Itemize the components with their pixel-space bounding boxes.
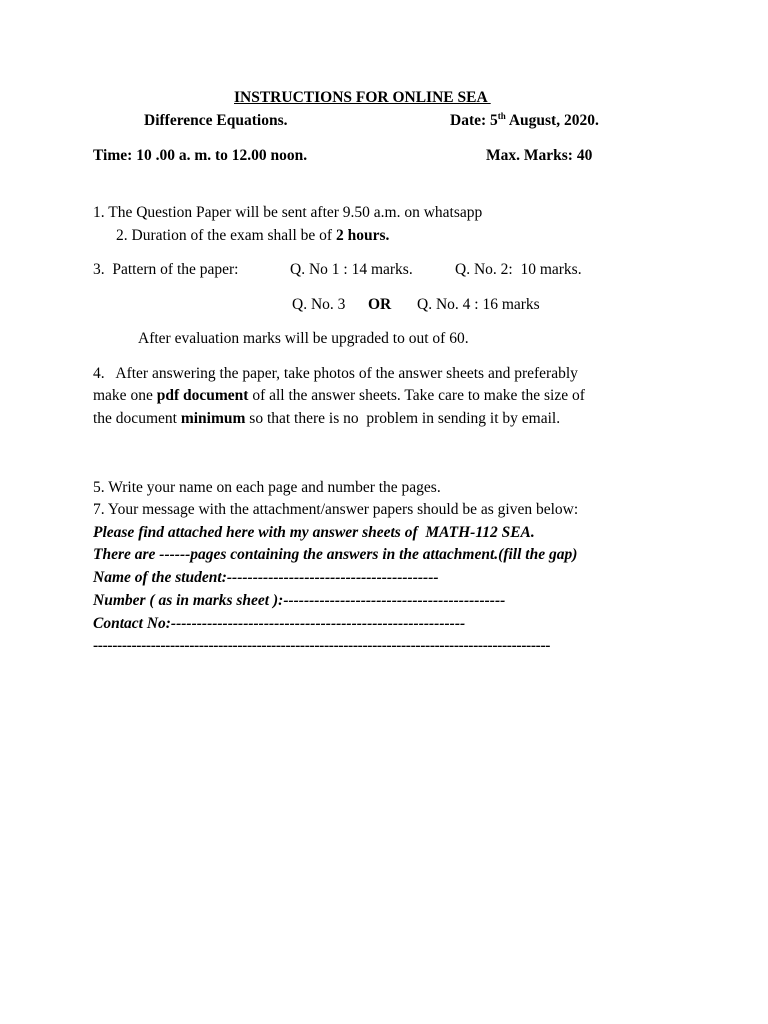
instruction-4-line-3: the document minimum so that there is no problem in sending it by email. — [93, 410, 561, 427]
pattern-q4: Q. No. 4 : 16 marks — [417, 296, 540, 313]
instruction-7: 7. Your message with the attachment/answer papers should be as given below: — [93, 501, 579, 518]
pattern-q3: Q. No. 3 — [292, 296, 346, 313]
instruction-5: 5. Write your name on each page and number the pages. — [93, 479, 441, 496]
exam-time: Time: 10 .00 a. m. to 12.00 noon. — [93, 147, 308, 164]
exam-date: Date: 5th August, 2020. — [450, 110, 599, 129]
pattern-or: OR — [368, 296, 392, 313]
document-title: INSTRUCTIONS FOR ONLINE SEA — [234, 89, 491, 106]
separator-rule: ----------------------------------------------------------------------------------------------- — [93, 637, 551, 654]
message-contact: Contact No:--------------------------------------------------------- — [93, 615, 466, 632]
instruction-3-label: 3. Pattern of the paper: — [93, 261, 239, 278]
evaluation-note: After evaluation marks will be upgraded to out of 60. — [138, 330, 469, 347]
pattern-q2: Q. No. 2: 10 marks. — [455, 261, 582, 278]
instruction-4-line-2: make one pdf document of all the answer sheets. Take care to make the size of — [93, 387, 585, 404]
instruction-1: 1. The Question Paper will be sent after 9.50 a.m. on whatsapp — [93, 204, 483, 221]
subject: Difference Equations. — [144, 112, 288, 129]
pattern-q1: Q. No 1 : 14 marks. — [290, 261, 413, 278]
max-marks: Max. Marks: 40 — [486, 147, 593, 164]
message-number: Number ( as in marks sheet ):------------------------------------------- — [93, 592, 506, 609]
message-line-2: There are ------pages containing the answers in the attachment.(fill the gap) — [93, 546, 578, 563]
message-line-1: Please find attached here with my answer sheets of MATH-112 SEA. — [93, 524, 535, 541]
message-student-name: Name of the student:----------------------------------------- — [93, 569, 439, 586]
instruction-4-line-1: 4. After answering the paper, take photos of the answer sheets and preferably — [93, 365, 578, 382]
instruction-2: 2. Duration of the exam shall be of 2 hours. — [116, 227, 390, 244]
